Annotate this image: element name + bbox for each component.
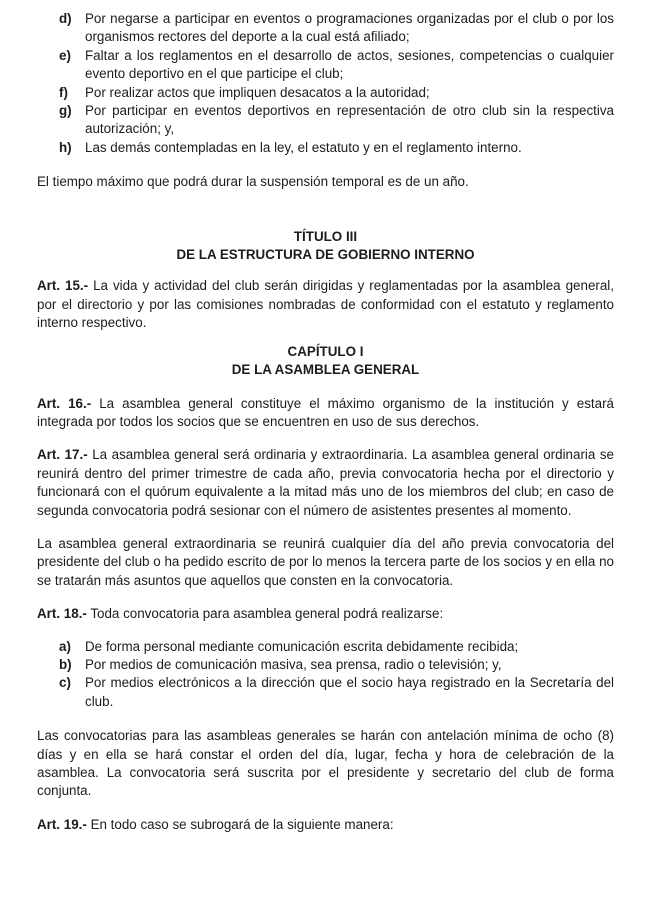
list-marker: g) [59, 103, 72, 119]
list-item-text: Las demás contempladas en la ley, el estatuto y en el reglamento interno. [85, 139, 522, 155]
article-17 [37, 446, 614, 520]
article-17-extraordinaria: La asamblea general extraordinaria se reunirá cualquier día del año previa convocatoria del presidente del club o ha pedido escrito de por lo menos la tercera parte de los socios y en ella no se tratarán más asuntos que aquellos que consten en la convocatoria. [37, 535, 614, 588]
list-item [59, 674, 614, 711]
titulo-heading [37, 228, 614, 265]
list-marker: e) [59, 47, 71, 63]
list-item-text: Faltar a los reglamentos en el desarrollo de actos, sesiones, competencias o cualquier evento deportivo en el que participe el club; [85, 47, 614, 82]
list-item [59, 102, 614, 139]
list-marker: f) [59, 84, 68, 100]
article-text: Toda convocatoria para asamblea general podrá realizarse: [86, 606, 444, 622]
list-item [59, 84, 614, 102]
list-item-text: Por realizar actos que impliquen desacatos a la autoridad; [85, 84, 430, 100]
convocatorias-note: Las convocatorias para las asambleas generales se harán con antelación mínima de ocho (8) días y en ella se hará constar el orden del día, lugar, fecha y hora de celebración de la asamblea. La convocatoria será suscrita por el presidente y secretario del club de forma conjunta. [37, 728, 614, 799]
list-item-text: De forma personal mediante comunicación escrita debidamente recibida; [85, 638, 519, 654]
titulo-name: DE LA ESTRUCTURA DE GOBIERNO INTERNO [176, 247, 475, 263]
list-marker: c) [59, 675, 71, 691]
capitulo-number: CAPÍTULO I [287, 343, 364, 359]
article-text: La asamblea general constituye el máximo organismo de la institución y estará integrada por todos los socios que se encuentren en uso de sus derechos. [37, 395, 615, 429]
convocatoria-methods-list [59, 638, 614, 712]
article-text: La vida y actividad del club serán dirigidas y reglamentadas por la asamblea general, por el directorio y por las comisiones nombradas de conformidad con el estatuto y reglamento interno respectivo. [37, 278, 614, 331]
titulo-number: TÍTULO III [293, 228, 358, 244]
list-marker: h) [59, 139, 72, 155]
article-text: En todo caso se subrogará de la siguiente manera: [86, 816, 394, 832]
article-label: Art. 19.- [37, 816, 87, 832]
article-19 [37, 816, 614, 834]
list-marker: b) [59, 656, 72, 672]
article-18 [37, 605, 614, 623]
article-16 [37, 395, 614, 432]
capitulo-heading [37, 343, 614, 380]
list-item-text: Por medios de comunicación masiva, sea prensa, radio o televisión; y, [85, 656, 502, 672]
article-15 [37, 277, 614, 332]
article-label: Art. 17.- [37, 447, 88, 463]
article-label: Art. 15.- [37, 278, 89, 294]
infractions-list [59, 10, 614, 157]
list-marker: d) [59, 11, 72, 26]
list-marker: a) [59, 638, 71, 654]
article-label: Art. 18.- [37, 606, 87, 622]
suspension-note: El tiempo máximo que podrá durar la suspensión temporal es de un año. [37, 174, 469, 190]
list-item [59, 638, 614, 656]
article-label: Art. 16.- [37, 395, 92, 411]
list-item-text: Por negarse a participar en eventos o programaciones organizadas por el club o por los organismos rectores del deporte a la cual está afiliado; [85, 11, 614, 45]
capitulo-name: DE LA ASAMBLEA GENERAL [231, 362, 420, 378]
list-item-text: Por participar en eventos deportivos en representación de otro club sin la respectiva autorización; y, [85, 103, 614, 137]
list-item [59, 47, 614, 84]
list-item [59, 656, 614, 674]
article-text: La asamblea general será ordinaria y extraordinaria. La asamblea general ordinaria se reunirá dentro del primer trimestre de cada año, previa convocatoria hecha por el directorio y funcionará con el quórum equivalente a la mitad más uno de los miembros del club; en caso de segunda convocatoria podrá sesionar con el número de asistentes presentes al momento. [37, 447, 614, 518]
list-item [59, 139, 614, 157]
list-item-text: Por medios electrónicos a la dirección que el socio haya registrado en la Secretaría del club. [85, 675, 614, 709]
list-item [59, 10, 614, 47]
